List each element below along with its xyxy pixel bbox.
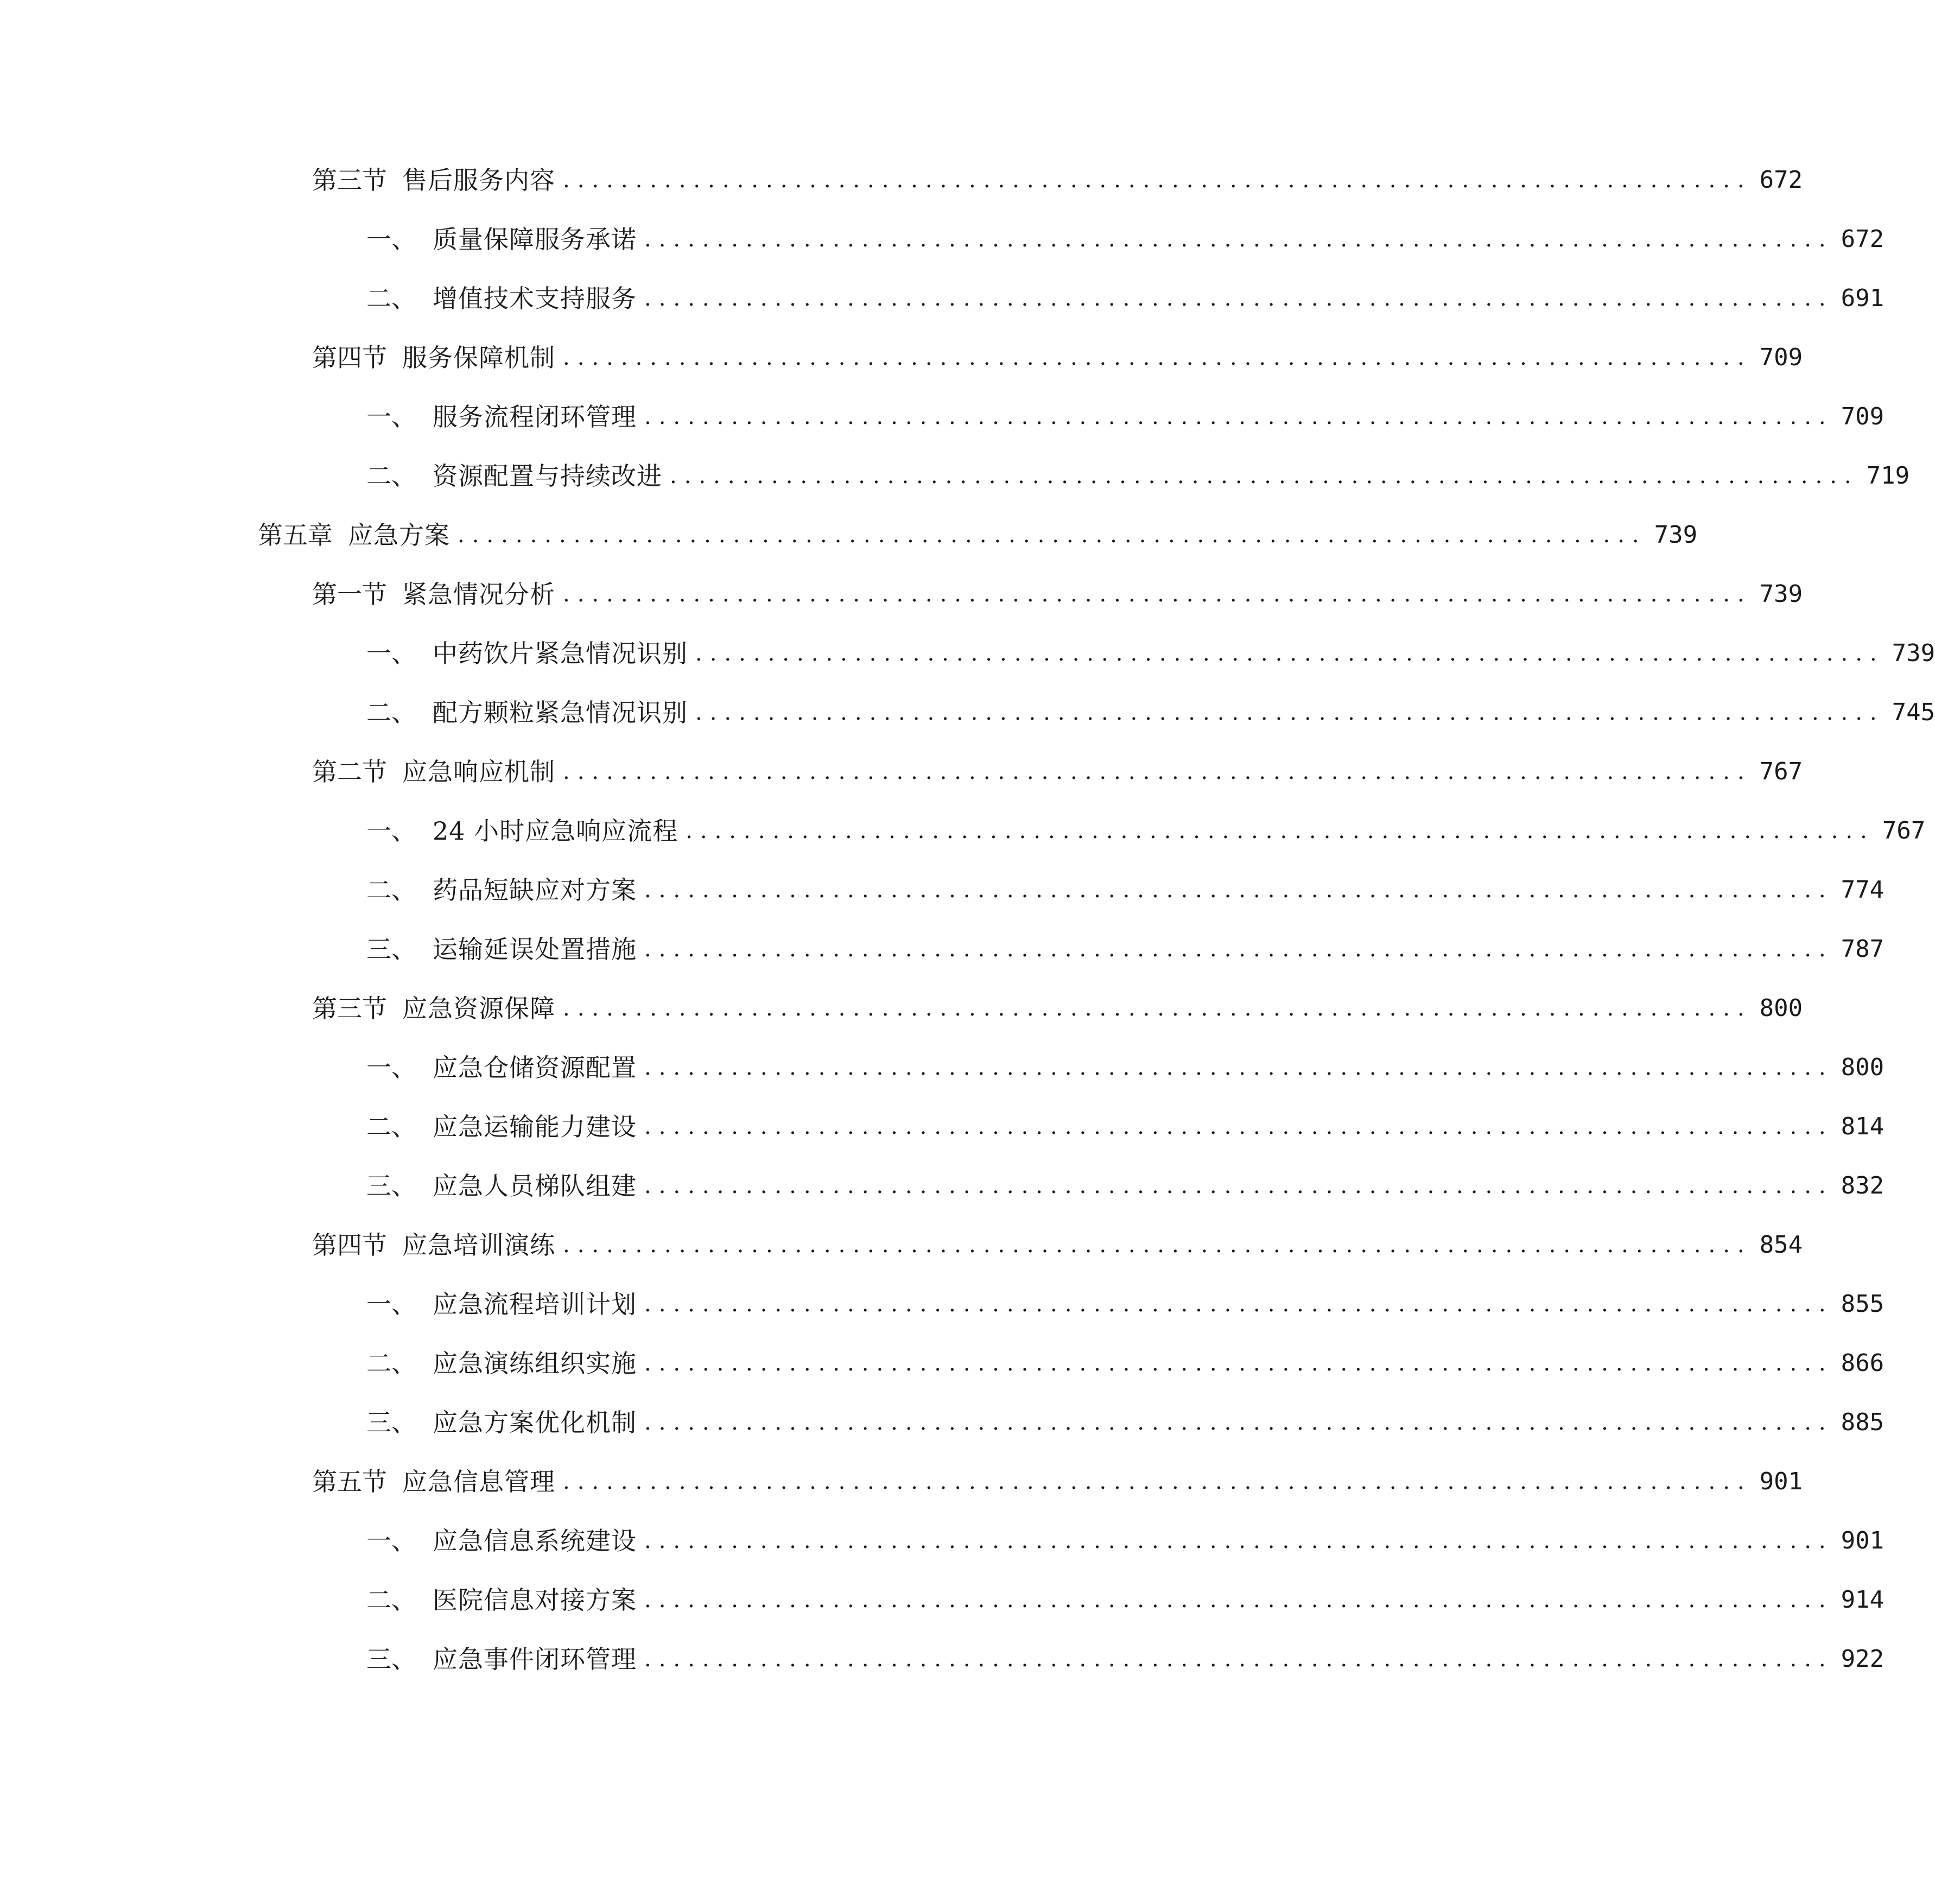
toc-entry-prefix: 第三节 <box>312 994 387 1023</box>
toc-entry-title: 应急事件闭环管理 <box>433 1645 637 1674</box>
toc-entry[interactable] <box>366 868 1885 912</box>
toc-entry-title: 配方颗粒紧急情况识别 <box>433 698 688 727</box>
toc-entry-title: 紧急情况分析 <box>402 580 555 609</box>
toc-entry[interactable] <box>366 928 1885 971</box>
toc-entry-prefix: 第一节 <box>312 580 387 609</box>
toc-dot-leader: .................................................................................. <box>695 641 1885 666</box>
toc-page-number: 767 <box>1882 817 1926 845</box>
toc-entry-prefix: 二、 <box>366 875 416 905</box>
toc-entry-title: 应急演练组织实施 <box>433 1349 637 1378</box>
toc-entry-prefix: 三、 <box>366 1171 416 1201</box>
toc-dot-leader: .................................................................................. <box>563 168 1752 193</box>
toc-entry-prefix: 一、 <box>366 816 416 846</box>
toc-dot-leader: .................................................................................. <box>563 996 1752 1021</box>
toc-dot-leader: .................................................................................. <box>644 1410 1834 1435</box>
toc-entry-prefix: 三、 <box>366 1645 416 1674</box>
toc-page-number: 767 <box>1759 758 1803 785</box>
toc-page-number: 914 <box>1841 1586 1885 1614</box>
toc-entry-title: 售后服务内容 <box>402 166 555 195</box>
toc-dot-leader: .................................................................................. <box>644 1588 1834 1613</box>
toc-entry-prefix: 二、 <box>366 1112 416 1141</box>
toc-dot-leader: .................................................................................. <box>644 1173 1834 1198</box>
toc-page-number: 885 <box>1841 1408 1885 1436</box>
toc-entry-title: 应急方案优化机制 <box>433 1408 637 1437</box>
toc-entry[interactable] <box>258 513 1698 557</box>
toc-entry[interactable] <box>366 691 1935 734</box>
toc-entry[interactable] <box>366 1519 1885 1563</box>
toc-entry-title: 资源配置与持续改进 <box>433 461 662 491</box>
toc-entry[interactable] <box>366 1638 1885 1681</box>
toc-dot-leader: .................................................................................. <box>644 1528 1834 1553</box>
toc-entry-title: 应急资源保障 <box>402 994 555 1023</box>
toc-entry[interactable] <box>366 218 1885 261</box>
toc-entry-title: 质量保障服务承诺 <box>433 225 637 254</box>
toc-entry-title: 应急响应机制 <box>402 757 555 786</box>
toc-dot-leader: .................................................................................. <box>644 1114 1834 1139</box>
toc-page-number: 800 <box>1759 994 1803 1022</box>
toc-entry[interactable] <box>312 336 1803 379</box>
toc-entry-title: 中药饮片紧急情况识别 <box>433 639 688 668</box>
toc-page-number: 922 <box>1841 1645 1885 1673</box>
toc-entry-prefix: 三、 <box>366 1408 416 1437</box>
toc-dot-leader: .................................................................................. <box>695 700 1885 725</box>
toc-dot-leader: .................................................................................. <box>563 759 1752 784</box>
toc-dot-leader: .................................................................................. <box>644 878 1834 903</box>
toc-page-number: 787 <box>1841 935 1885 963</box>
toc-page-number: 854 <box>1759 1231 1803 1259</box>
toc-entry[interactable] <box>366 395 1885 439</box>
toc-entry-prefix: 第五章 <box>258 521 333 550</box>
toc-dot-leader: .................................................................................. <box>563 345 1752 370</box>
toc-entry[interactable] <box>312 750 1803 794</box>
toc-entry-title: 应急仓储资源配置 <box>433 1053 637 1082</box>
toc-entry-prefix: 二、 <box>366 698 416 727</box>
toc-entry[interactable] <box>366 809 1926 853</box>
toc-entry-prefix: 第三节 <box>312 166 387 195</box>
toc-dot-leader: .................................................................................. <box>670 464 1859 488</box>
toc-entry-title: 医院信息对接方案 <box>433 1585 637 1615</box>
toc-entry-prefix: 一、 <box>366 1290 416 1319</box>
toc-dot-leader: .................................................................................. <box>644 227 1834 252</box>
toc-page-number: 672 <box>1759 166 1803 194</box>
toc-entry-prefix: 二、 <box>366 1585 416 1615</box>
toc-entry-title: 24 小时应急响应流程 <box>433 816 678 846</box>
toc-page-number: 709 <box>1841 403 1885 430</box>
toc-entry-prefix: 二、 <box>366 284 416 313</box>
toc-entry[interactable] <box>312 1223 1803 1267</box>
toc-dot-leader: .................................................................................. <box>644 1647 1834 1672</box>
toc-entry-title: 应急方案 <box>348 521 450 550</box>
toc-page-number: 719 <box>1866 462 1910 490</box>
toc-dot-leader: .................................................................................. <box>644 937 1834 962</box>
toc-page-number: 814 <box>1841 1113 1885 1140</box>
toc-entry[interactable] <box>366 1046 1885 1089</box>
toc-page-number: 832 <box>1841 1172 1885 1199</box>
toc-dot-leader: .................................................................................. <box>644 1055 1834 1080</box>
toc-entry-title: 应急人员梯队组建 <box>433 1171 637 1201</box>
toc-page-number: 866 <box>1841 1349 1885 1377</box>
toc-entry[interactable] <box>312 987 1803 1030</box>
toc-entry-title: 增值技术支持服务 <box>433 284 637 313</box>
toc-entry-prefix: 一、 <box>366 225 416 254</box>
toc-entry-prefix: 二、 <box>366 461 416 491</box>
toc-entry-prefix: 一、 <box>366 1053 416 1082</box>
toc-entry-prefix: 第四节 <box>312 343 387 372</box>
toc-page-number: 691 <box>1841 284 1885 312</box>
toc-dot-leader: .................................................................................. <box>458 523 1647 548</box>
toc-dot-leader: .................................................................................. <box>644 404 1834 429</box>
toc-page-number: 739 <box>1759 580 1803 608</box>
toc-entry[interactable] <box>366 1105 1885 1148</box>
toc-page-number: 672 <box>1841 225 1885 253</box>
toc-entry-title: 应急流程培训计划 <box>433 1290 637 1319</box>
toc-entry[interactable] <box>366 1401 1885 1444</box>
toc-entry[interactable] <box>366 277 1885 320</box>
toc-entry[interactable] <box>366 454 1910 498</box>
toc-page-number: 855 <box>1841 1290 1885 1318</box>
toc-entry-title: 服务保障机制 <box>402 343 555 372</box>
toc-dot-leader: .................................................................................. <box>644 1292 1834 1317</box>
toc-entry-title: 应急信息系统建设 <box>433 1526 637 1556</box>
toc-page-number: 774 <box>1841 876 1885 904</box>
toc-entry-prefix: 一、 <box>366 639 416 668</box>
toc-entry[interactable] <box>312 573 1803 616</box>
toc-page-number: 739 <box>1892 639 1935 667</box>
toc-page-number: 709 <box>1759 344 1803 371</box>
toc-entry[interactable] <box>312 1460 1803 1503</box>
toc-entry-prefix: 二、 <box>366 1349 416 1378</box>
toc-dot-leader: .................................................................................. <box>686 818 1875 843</box>
toc-entry[interactable] <box>312 158 1803 202</box>
toc-page-number: 800 <box>1841 1053 1885 1081</box>
toc-entry-prefix: 三、 <box>366 935 416 964</box>
toc-entry-title: 应急运输能力建设 <box>433 1112 637 1141</box>
toc-entry[interactable] <box>366 632 1935 675</box>
toc-page-number: 745 <box>1892 699 1935 726</box>
toc-entry[interactable] <box>366 1164 1885 1208</box>
toc-page-number: 739 <box>1654 521 1698 549</box>
toc-entry-title: 药品短缺应对方案 <box>433 875 637 905</box>
toc-entry-prefix: 一、 <box>366 1526 416 1556</box>
toc-entry-prefix: 第四节 <box>312 1230 387 1260</box>
toc-page-number: 901 <box>1759 1468 1803 1495</box>
toc-entry-title: 运输延误处置措施 <box>433 935 637 964</box>
toc-dot-leader: .................................................................................. <box>563 1469 1752 1494</box>
toc-page-number: 901 <box>1841 1527 1885 1554</box>
toc-entry[interactable] <box>366 1283 1885 1326</box>
toc-dot-leader: .................................................................................. <box>644 1351 1834 1376</box>
toc-entry-title: 服务流程闭环管理 <box>433 402 637 431</box>
toc-entry-title: 应急培训演练 <box>402 1230 555 1260</box>
toc-dot-leader: .................................................................................. <box>644 286 1834 311</box>
toc-entry[interactable] <box>366 1578 1885 1622</box>
toc-entry-prefix: 第二节 <box>312 757 387 786</box>
toc-entry[interactable] <box>366 1342 1885 1385</box>
toc-dot-leader: .................................................................................. <box>563 1233 1752 1258</box>
toc-entry-title: 应急信息管理 <box>402 1467 555 1496</box>
toc-dot-leader: .................................................................................. <box>563 582 1752 607</box>
toc-entry-prefix: 第五节 <box>312 1467 387 1496</box>
toc-entry-prefix: 一、 <box>366 402 416 431</box>
